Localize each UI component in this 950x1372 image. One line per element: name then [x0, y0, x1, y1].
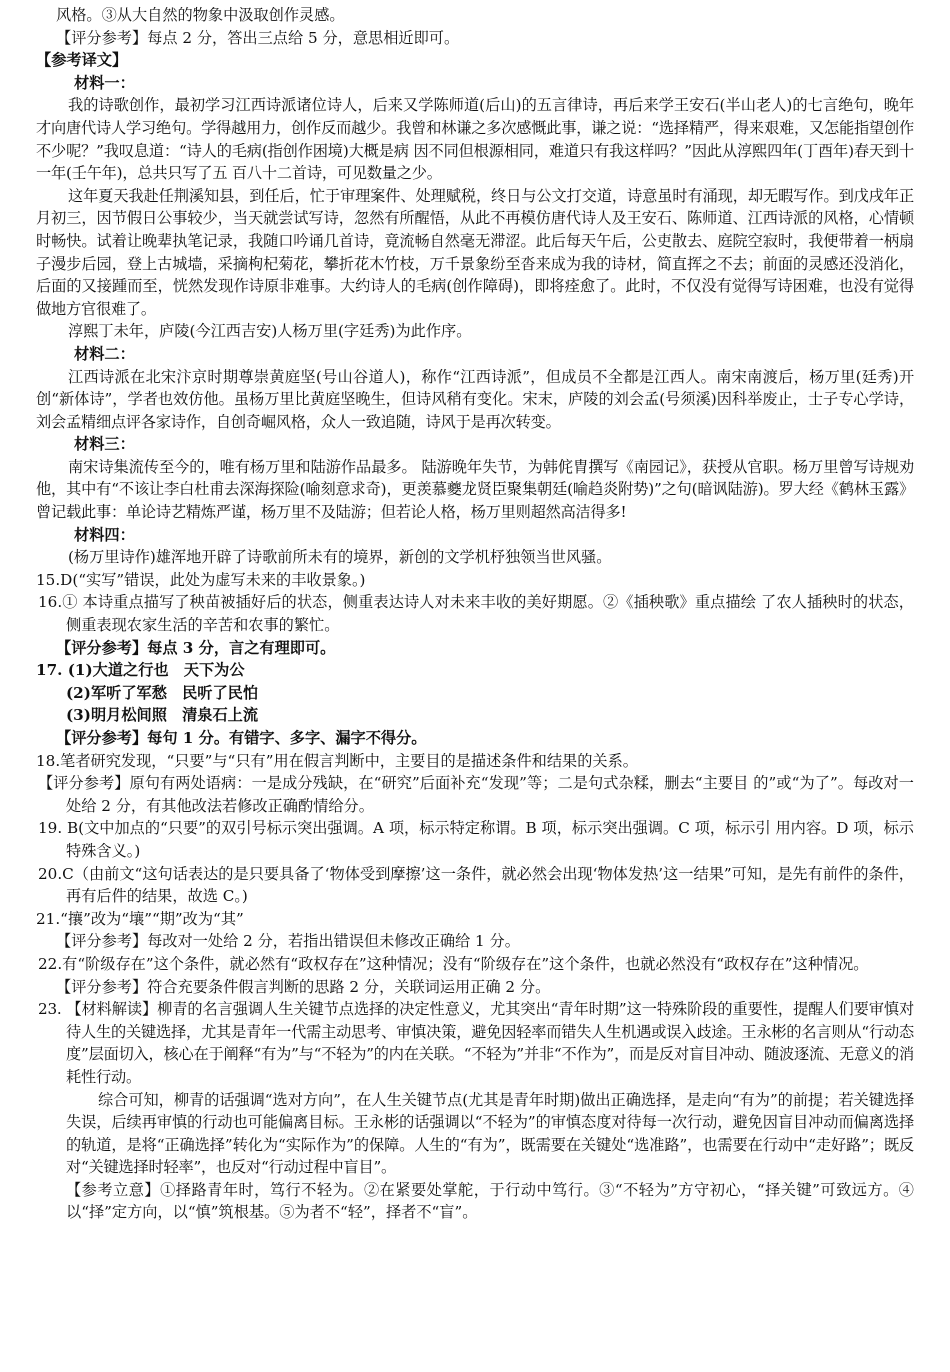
material-4-title: 材料四：	[74, 525, 135, 544]
score-note-18: 【评分参考】原句有两处语病：一是成分残缺，在“研究”后面补充“发现”等；二是句式杂糅，删去“主要目 的”或“为了”。每改对一处给 2 分，有其他改法若修改正确酌情给分。	[38, 774, 914, 815]
score-note-21: 【评分参考】每改对一处给 2 分，若指出错误但未修改正确给 1 分。	[56, 932, 520, 951]
material-1-paragraph: 淳熙丁未年，庐陵(今江西吉安)人杨万里(字廷秀)为此作序。	[68, 322, 472, 341]
answer-22: 22.有“阶级存在”这个条件，就必然有“政权存在”这种情况；没有“阶级存在”这个条件，也就必然没有“政权存在”这种情况。	[38, 954, 869, 973]
material-1-paragraph: 我的诗歌创作，最初学习江西诗派诸位诗人，后来又学陈师道(后山)的五言律诗，再后来学王安石(半山老人)的七言绝句，晚年才向唐代诗人学习绝句。学得越用力，创作反而越少。我曾和林谦之多次感慨此事，谦之说：“选择精严，得来艰难，又怎能指望创作不少呢？”我叹息道：“诗人的毛病(指创作困境)大概是病 因不同但根源相同，难道只有我这样吗？”因此从淳熙四年(丁酉年)春天到十一年(壬午年)，总共只写了五 百八十二首诗，可见数量之少。	[36, 96, 914, 183]
score-note: 【评分参考】每点 2 分，答出三点给 5 分，意思相近即可。	[56, 28, 460, 47]
answer-17-line-1: 17. (1)大道之行也 天下为公	[36, 661, 245, 680]
answer-23-themes: 【参考立意】①择路青年时，笃行不轻为。②在紧要处掌舵，于行动中笃行。③“不轻为”方守初心，“择关键”可致远方。④以“择”定方向，以“慎”筑根基。⑤为者不“轻”，择者不“盲”。	[66, 1180, 914, 1222]
answer-15: 15.D(“实写”错误，此处为虚写未来的丰收景象。)	[36, 570, 366, 589]
answer-23-synthesis: 综合可知，柳青的话强调“选对方向”，在人生关键节点(尤其是青年时期)做出正确选择，是走向“有为”的前提；若关键选择失误，后续再审慎的行动也可能偏离目标。王永彬的话强调以“不轻为”的审慎态度对待每一次行动，避免因盲目冲动而偏离选择的轨道，是将“正确选择”转化为“实际作为”的保障。人生的“有为”，既需要在关键处“选准路”，也需要在行动中“走好路”；既反对“关键选择时轻率”，也反对“行动过程中盲目”。	[66, 1090, 914, 1177]
material-1-paragraph: 这年夏天我赴任荆溪知县，到任后，忙于审理案件、处理赋税，终日与公文打交道，诗意虽时有涌现，却无暇写作。到戊戌年正月初三，因节假日公事较少，当天就尝试写诗，忽然有所醒悟，从此不再模仿唐代诗人及王安石、陈师道、江西诗派的风格，心情顿时畅快。试着让晚辈执笔记录，我随口吟诵几首诗，竟流畅自然毫无滞涩。此后每天午后，公吏散去、庭院空寂时，我便带着一柄扇子漫步后园，登上古城墙，采摘枸杞菊花，攀折花木竹枝，万千景象纷至沓来成为我的诗材，简直挥之不去；前面的灵感还没消化，后面的又接踵而至，恍然发现作诗原非难事。大约诗人的毛病(创作障碍)，即将痊愈了。此时，不仅没有觉得写诗困难，也没有觉得做地方官很难了。	[36, 186, 914, 318]
answer-18: 18.笔者研究发现，“只要”与“只有”用在假言判断中，主要目的是描述条件和结果的关系。	[36, 751, 638, 770]
material-1-title: 材料一：	[74, 73, 135, 92]
score-note-22: 【评分参考】符合充要条件假言判断的思路 2 分，关联词运用正确 2 分。	[56, 977, 551, 996]
material-3-paragraph: 南宋诗集流传至今的，唯有杨万里和陆游作品最多。 陆游晚年失节，为韩侂胄撰写《南园记》，获授从官职。杨万里曾写诗规劝他，其中有“不该让李白杜甫去深海探险(喻刻意求奇)，更羡慕夔龙贤臣聚集朝廷(喻趋炎附势)”之句(暗讽陆游)。罗大经《鹤林玉露》曾记载此事：单论诗艺精炼严谨，杨万里不及陆游；但若论人格，杨万里则超然高洁得多!	[36, 457, 914, 522]
answer-17-line-3: (3)明月松间照 清泉石上流	[66, 706, 259, 725]
score-note-17: 【评分参考】每句 1 分。有错字、多字、漏字不得分。	[56, 729, 427, 747]
answer-19: 19. B(文中加点的“只要”的双引号标示突出强调。A 项，标示特定称谓。B 项，标示突出强调。C 项，标示引 用内容。D 项，标示特殊含义。)	[38, 819, 914, 860]
section-heading-translation: 【参考译文】	[36, 51, 128, 70]
answer-20: 20.C（由前文“这句话表达的是只要具备了‘物体受到摩擦’这一条件，就必然会出现‘物体发热’这一结果”可知，是先有前件的条件，再有后件的结果，故选 C。)	[38, 864, 914, 906]
material-2-paragraph: 江西诗派在北宋汴京时期尊崇黄庭坚(号山谷道人)，称作“江西诗派”，但成员不全都是江西人。南宋南渡后，杨万里(廷秀)开创“新体诗”，学者也效仿他。虽杨万里比黄庭坚晚生，但诗风稍有变化。宋末，庐陵的刘会孟(号须溪)因科举废止，士子专心学诗，刘会孟精细点评各家诗作，自创奇崛风格，众人一致追随，诗风于是再次转变。	[36, 367, 914, 431]
answer-line: 风格。③从大自然的物象中汲取创作灵感。	[56, 6, 345, 24]
answer-21: 21.“攘”改为“壤”“期”改为“其”	[36, 909, 244, 928]
material-3-title: 材料三：	[74, 435, 135, 454]
answer-23-interpretation: 23. 【材料解读】柳青的名言强调人生关键节点选择的决定性意义，尤其突出“青年时期”这一特殊阶段的重要性，提醒人们要审慎对待人生的关键选择，尤其是青年一代需主动思考、审慎决策，避免因轻率而错失人生机遇或误入歧途。王永彬的名言则从“行动态度”层面切入，核心在于阐释“有为”与“不轻为”的内在关联。“不轻为”并非“不作为”，而是反对盲目冲动、随波逐流、无意义的消耗性行动。	[38, 1000, 914, 1086]
material-2-title: 材料二：	[74, 344, 135, 363]
material-4-paragraph: (杨万里诗作)雄浑地开辟了诗歌前所未有的境界，新创的文学机杼独领当世风骚。	[68, 548, 612, 567]
score-note-16: 【评分参考】每点 3 分，言之有理即可。	[56, 638, 336, 657]
answer-16: 16.① 本诗重点描写了秧苗被插好后的状态，侧重表达诗人对未来丰收的美好期愿。②《插秧歌》重点描绘 了农人插秧时的状态，侧重表现农家生活的辛苦和农事的繁忙。	[38, 593, 914, 635]
answer-17-line-2: (2)军听了军愁 民听了民怕	[66, 683, 259, 702]
